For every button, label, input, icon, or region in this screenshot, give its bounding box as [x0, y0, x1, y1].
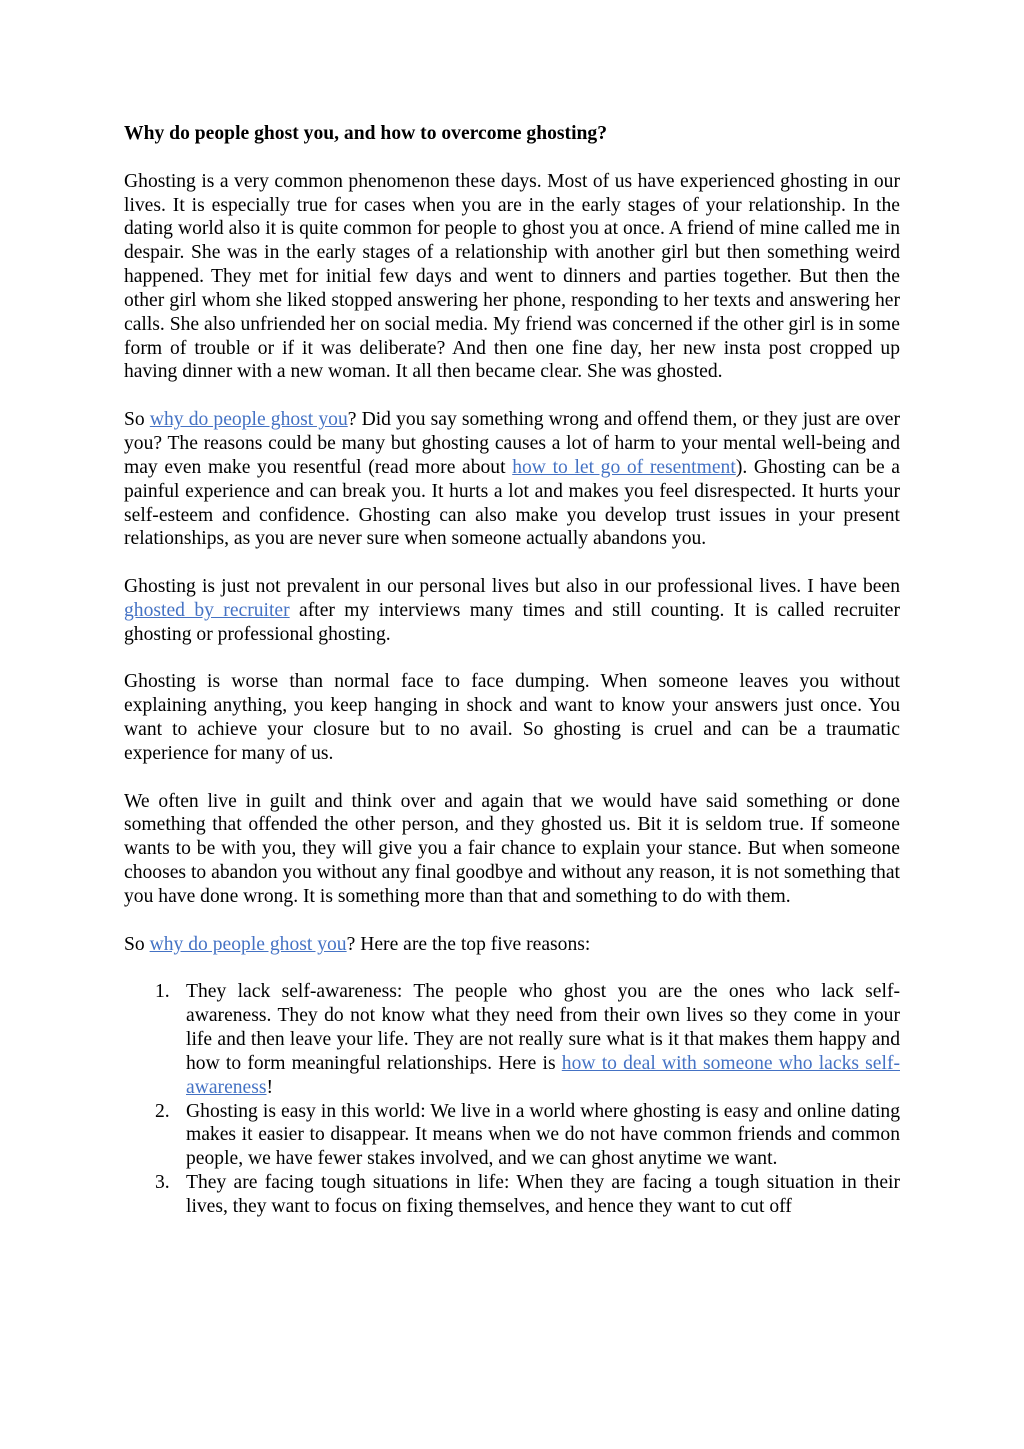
link-how-to-deal-with-someone-who-lacks-self-awareness[interactable]: how to deal with someone who lacks self-awareness: [186, 1052, 900, 1098]
paragraph-text: ). Ghosting can be a painful experience and can break you. It hurts a lot and makes you feel disrespected. It hurts your self-esteem and confidence. Ghosting can also make you develop trust issues in your present relationships, as you are never sure when someone actually abandons you.: [124, 456, 900, 550]
paragraph-text: ? Here are the top five reasons:: [346, 933, 591, 955]
paragraph-professional-ghosting: [124, 575, 900, 647]
list-item-number: 2.: [155, 1100, 170, 1122]
paragraph-text: ? Did you say something wrong and offend them, or they just are over you? The reasons could be many but ghosting causes a lot of harm to your mental well-being and may even make you resentful (read more about: [124, 409, 900, 478]
paragraph-text: after my interviews many times and still counting. It is called recruiter ghosting or professional ghosting.: [124, 599, 900, 645]
link-ghosted-by-recruiter[interactable]: ghosted by recruiter: [124, 599, 290, 621]
paragraph-reasons-harm: [124, 408, 900, 551]
link-why-do-people-ghost-you-2[interactable]: why do people ghost you: [149, 933, 347, 955]
link-how-to-let-go-of-resentment[interactable]: how to let go of resentment: [512, 456, 736, 478]
document-page: [124, 122, 900, 1219]
list-item: [124, 1100, 900, 1172]
list-item-text: Ghosting is easy in this world: We live in a world where ghosting is easy and online dating makes it easier to disappear. It means when we do not have common friends and common people, we have fewer stakes involved, and we can ghost anytime we want.: [186, 1100, 900, 1170]
list-item-text: !: [266, 1076, 274, 1098]
paragraph-text: Ghosting is just not prevalent in our personal lives but also in our professional lives. I have been: [124, 576, 900, 598]
paragraph-text: So: [124, 933, 150, 955]
reasons-list: [124, 980, 900, 1218]
list-item-number: 1.: [155, 981, 170, 1003]
link-why-do-people-ghost-you[interactable]: why do people ghost you: [149, 409, 348, 431]
paragraph-text: So: [124, 409, 150, 431]
paragraph-guilt: We often live in guilt and think over and again that we would have said something or done something that offended the other person, and they ghosted us. Bit it is seldom true. If someone wants to be with you, they will give you a fair chance to explain your stance. But when someone chooses to abandon you without any final goodbye and without any reason, it is not something that you have done wrong. It is something more than that and something to do with them.: [124, 790, 900, 907]
list-item: [124, 1171, 900, 1219]
list-item-number: 3.: [155, 1172, 170, 1194]
paragraph-intro: Ghosting is a very common phenomenon these days. Most of us have experienced ghosting in our lives. It is especially true for cases when you are in the early stages of your relationship. In the dating world also it is quite common for people to ghost you at once. A friend of mine called me in despair. She was in the early stages of a relationship with another girl but then something weird happened. They met for initial few days and went to dinners and parties together. But then the other girl whom she liked stopped answering her phone, responding to her texts and answering her calls. She also unfriended her on social media. My friend was concerned if the other girl is in some form of trouble or if it was deliberate? And then one fine day, her new insta post cropped up having dinner with a new woman. It all then became clear. She was ghosted.: [124, 170, 900, 383]
list-item-text: They lack self-awareness: The people who ghost you are the ones who lack self-awareness. They do not know what they need from their own lives so they come in your life and then leave your life. They are not really sure what is it that makes them happy and how to form meaningful relationships. Here is: [186, 981, 900, 1074]
paragraph-top-reasons-intro: [124, 933, 900, 957]
list-item: [124, 980, 900, 1099]
document-title: Why do people ghost you, and how to overcome ghosting?: [124, 123, 608, 144]
list-item-text: They are facing tough situations in life: When they are facing a tough situation in their lives, they want to focus on fixing themselves, and hence they want to cut off: [186, 1172, 900, 1217]
paragraph-worse-than-dumping: Ghosting is worse than normal face to face dumping. When someone leaves you without explaining anything, you keep hanging in shock and want to know your answers just once. You want to achieve your closure but to no avail. So ghosting is cruel and can be a traumatic experience for many of us.: [124, 671, 900, 764]
